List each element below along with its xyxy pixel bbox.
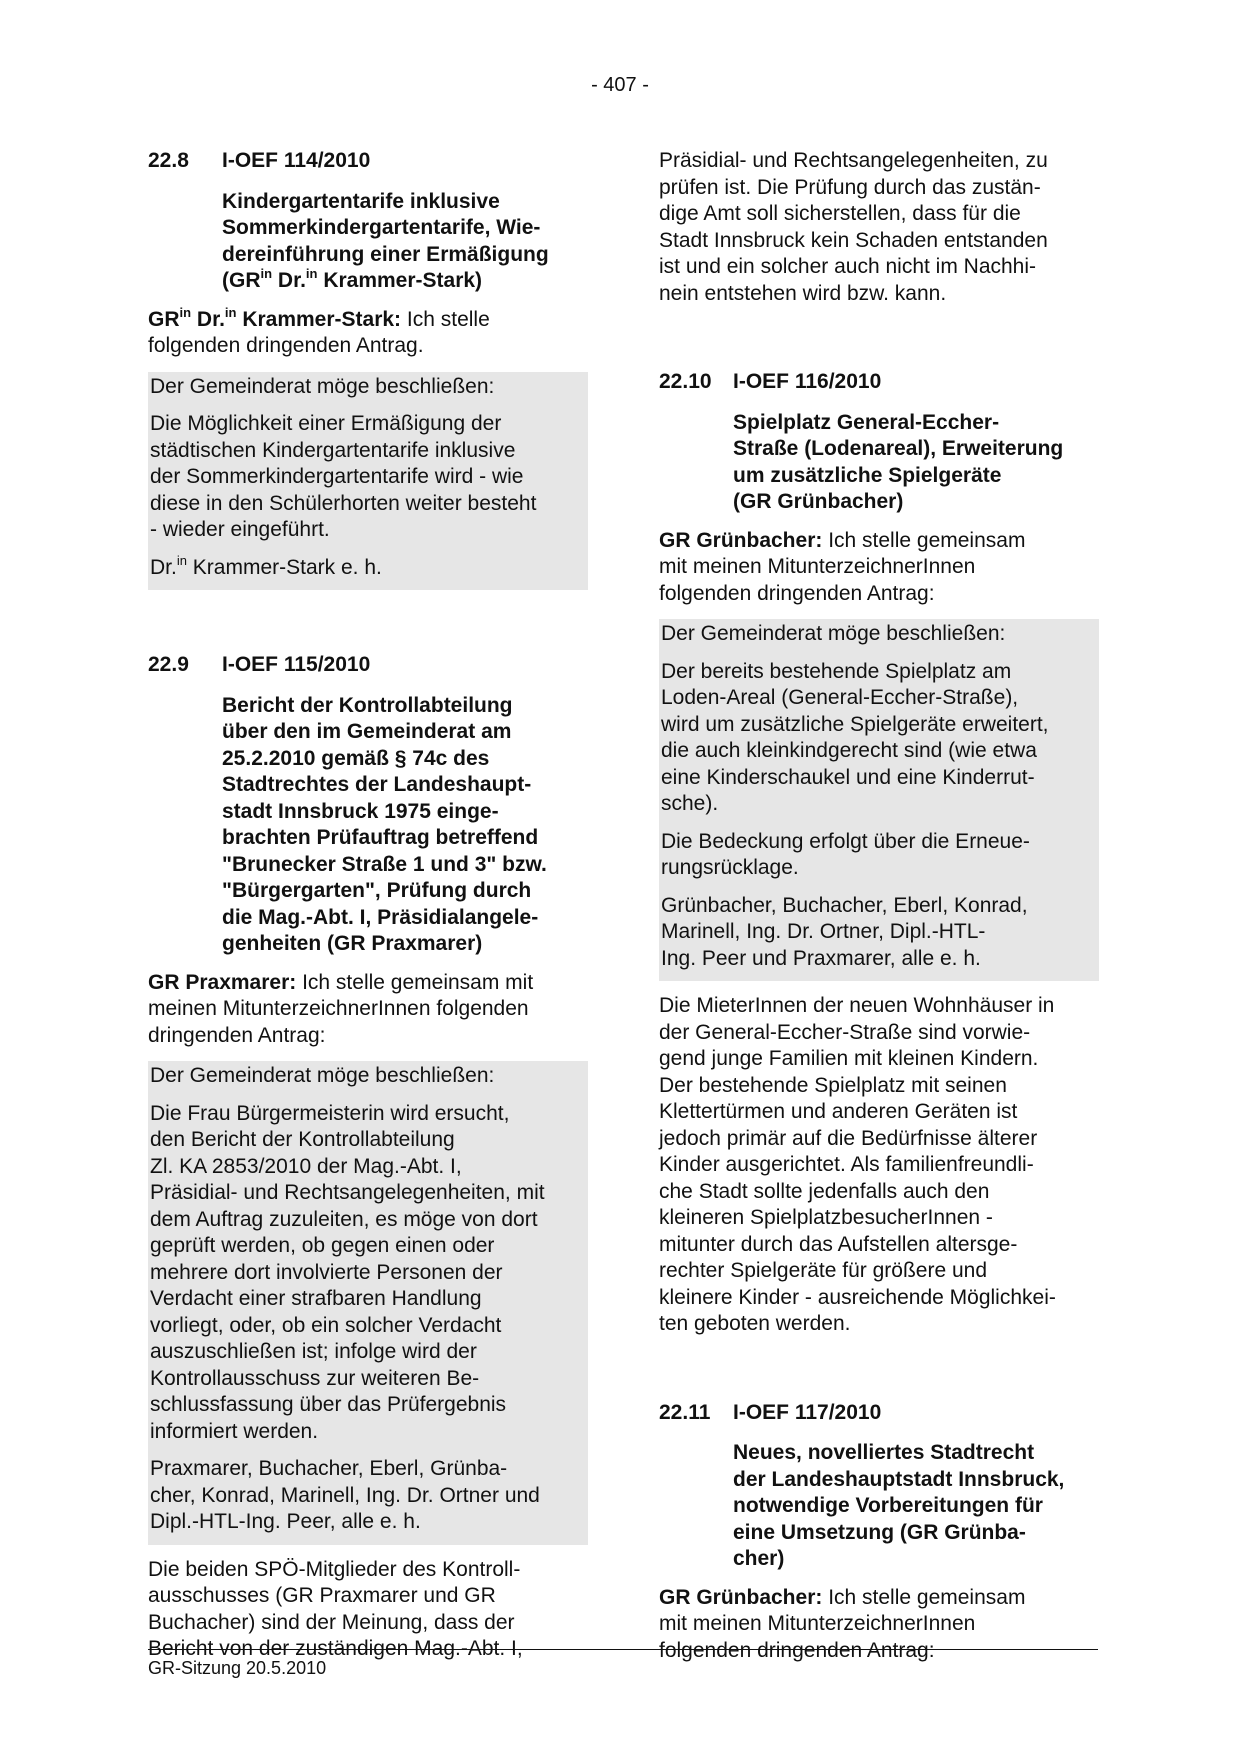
text-line: che Stadt sollte jedenfalls auch den bbox=[659, 1179, 990, 1203]
motion-coverage bbox=[661, 827, 1095, 891]
text-line: Krammer-Stark e. h. bbox=[186, 555, 382, 579]
text-line: geprüft werden, ob gegen einen oder bbox=[150, 1234, 495, 1257]
subject-line: notwendige Vorbereitungen für bbox=[733, 1494, 1043, 1517]
text-line: ausschusses (GR Praxmarer und GR bbox=[148, 1584, 496, 1607]
motion-intro bbox=[659, 528, 1099, 608]
text-line: ist und ein solcher auch nicht im Nachhi- bbox=[659, 255, 1037, 278]
speaker-name: GR Grünbacher: bbox=[659, 1585, 823, 1609]
text-line: Bericht von der zuständigen Mag.-Abt. I, bbox=[148, 1637, 523, 1660]
text-line: auszuschließen ist; infolge wird der bbox=[150, 1340, 477, 1363]
subject-line: 25.2.2010 gemäß § 74c des bbox=[222, 746, 490, 770]
text-line: der General-Eccher-Straße sind vorwie- bbox=[659, 1020, 1031, 1044]
text-line: - wieder eingeführt. bbox=[150, 518, 330, 541]
subject-line: Dr. bbox=[272, 269, 306, 292]
intro-text: Ich stelle gemeinsam bbox=[822, 1585, 1026, 1609]
motion-signature bbox=[661, 891, 1095, 982]
item-subject-22-11 bbox=[733, 1440, 1099, 1573]
text-line: Zl. KA 2853/2010 der Mag.-Abt. I, bbox=[150, 1154, 462, 1178]
text-line: jedoch primär auf die Bedürfnisse älterer bbox=[659, 1126, 1038, 1150]
motion-intro bbox=[148, 970, 588, 1050]
text-line: den Bericht der Kontrollabteilung bbox=[150, 1128, 455, 1151]
subject-line: genheiten (GR Praxmarer) bbox=[222, 932, 483, 955]
intro-text: meinen MitunterzeichnerInnen folgenden bbox=[148, 997, 529, 1020]
subject-line: Bericht der Kontrollabteilung bbox=[222, 693, 513, 717]
text-line: dem Auftrag zuzuleiten, es möge von dort bbox=[150, 1207, 538, 1231]
text-line: rechter Spielgeräte für größere und bbox=[659, 1259, 988, 1282]
text-line: schlussfassung über das Prüfergebnis bbox=[150, 1393, 507, 1416]
item-header-22-8 bbox=[148, 148, 588, 175]
item-header-22-9 bbox=[148, 652, 588, 679]
text-line: Präsidial- und Rechtsangelegenheiten, zu bbox=[659, 149, 1048, 172]
text-line: Kinder ausgerichtet. Als familienfreundli- bbox=[659, 1153, 1034, 1176]
subject-line: "Brunecker Straße 1 und 3" bzw. bbox=[222, 852, 547, 876]
text-line: Die MieterInnen der neuen Wohnhäuser in bbox=[659, 994, 1055, 1017]
item-number: 22.10 bbox=[659, 370, 712, 393]
motion-box bbox=[148, 372, 588, 591]
text-line: Dr. bbox=[150, 555, 177, 579]
text-line: Praxmarer, Buchacher, Eberl, Grünba- bbox=[150, 1457, 508, 1480]
text-line: die auch kleinkindgerecht sind (wie etwa bbox=[661, 739, 1037, 762]
item-subject-22-9 bbox=[222, 693, 588, 958]
subject-line: "Bürgergarten", Prüfung durch bbox=[222, 879, 532, 902]
footer-text: GR-Sitzung 20.5.2010 bbox=[148, 1658, 327, 1678]
text-line: Marinell, Ing. Dr. Ortner, Dipl.-HTL- bbox=[661, 920, 986, 943]
text-line: Verdacht einer strafbaren Handlung bbox=[150, 1287, 482, 1310]
text-line: prüfen ist. Die Prüfung durch das zustän- bbox=[659, 175, 1041, 199]
item-code: I-OEF 114/2010 bbox=[222, 149, 371, 172]
speaker-name: GR bbox=[148, 307, 180, 331]
left-column bbox=[148, 148, 588, 1675]
intro-text: folgenden dringenden Antrag. bbox=[148, 334, 424, 357]
text-line: informiert werden. bbox=[150, 1419, 319, 1443]
item-code: I-OEF 117/2010 bbox=[733, 1400, 882, 1424]
text-line: rungsrücklage. bbox=[661, 856, 799, 879]
justification-text bbox=[148, 1557, 588, 1663]
subject-line: Kindergartentarife inklusive bbox=[222, 189, 500, 213]
subject-line: Krammer-Stark) bbox=[317, 269, 483, 292]
right-column bbox=[659, 148, 1099, 1676]
subject-line: cher) bbox=[733, 1547, 785, 1570]
subject-line: die Mag.-Abt. I, Präsidialangele- bbox=[222, 905, 539, 929]
motion-box bbox=[148, 1061, 588, 1545]
subject-line: Spielplatz General-Eccher- bbox=[733, 410, 1000, 434]
intro-text: Ich stelle gemeinsam bbox=[822, 528, 1026, 552]
justification-continued bbox=[659, 148, 1099, 307]
speaker-name: Krammer-Stark: bbox=[236, 307, 402, 331]
motion-heading: Der Gemeinderat möge beschließen: bbox=[150, 374, 495, 398]
text-line: Die Bedeckung erfolgt über die Erneue- bbox=[661, 829, 1030, 853]
subject-line: Sommerkindergartentarife, Wie- bbox=[222, 216, 541, 239]
item-code: I-OEF 116/2010 bbox=[733, 370, 882, 393]
item-number: 22.11 bbox=[659, 1400, 711, 1424]
motion-heading: Der Gemeinderat möge beschließen: bbox=[150, 1064, 495, 1087]
text-line: sche). bbox=[661, 792, 719, 815]
text-line: städtischen Kindergartentarife inklusive bbox=[150, 438, 516, 462]
text-line: Loden-Areal (General-Eccher-Straße), bbox=[661, 686, 1019, 709]
text-line: Die beiden SPÖ-Mitglieder des Kontroll- bbox=[148, 1557, 521, 1581]
motion-text bbox=[150, 1099, 584, 1455]
text-line: Grünbacher, Buchacher, Eberl, Konrad, bbox=[661, 893, 1028, 917]
speaker-name: GR Grünbacher: bbox=[659, 528, 823, 552]
text-line: diese in den Schülerhorten weiter besteht bbox=[150, 491, 537, 515]
text-line: Der bestehende Spielplatz mit seinen bbox=[659, 1073, 1007, 1097]
text-line: mitunter durch das Aufstellen altersge- bbox=[659, 1232, 1018, 1256]
superscript: in bbox=[176, 552, 187, 568]
text-line: der Sommerkindergartentarife wird - wie bbox=[150, 465, 524, 488]
text-line: Die Möglichkeit einer Ermäßigung der bbox=[150, 412, 502, 435]
text-line: Der bereits bestehende Spielplatz am bbox=[661, 659, 1012, 683]
item-header-22-11 bbox=[659, 1400, 1099, 1427]
subject-line: Stadtrechtes der Landeshaupt- bbox=[222, 773, 532, 796]
superscript: in bbox=[260, 266, 273, 281]
intro-text: Ich stelle gemeinsam mit bbox=[296, 970, 534, 994]
motion-intro bbox=[659, 1585, 1099, 1665]
subject-line: (GR Grünbacher) bbox=[733, 490, 904, 513]
item-number: 22.8 bbox=[148, 149, 189, 172]
text-line: Kontrollausschuss zur weiteren Be- bbox=[150, 1366, 480, 1390]
text-line: Stadt Innsbruck kein Schaden entstanden bbox=[659, 228, 1048, 252]
item-subject-22-8 bbox=[222, 189, 588, 295]
superscript: in bbox=[224, 304, 237, 320]
superscript: in bbox=[179, 304, 192, 320]
text-line: mehrere dort involvierte Personen der bbox=[150, 1260, 503, 1284]
subject-line: Straße (Lodenareal), Erweiterung bbox=[733, 437, 1064, 460]
text-line: kleineren SpielplatzbesucherInnen - bbox=[659, 1206, 993, 1229]
motion-signature bbox=[150, 1454, 584, 1545]
item-code: I-OEF 115/2010 bbox=[222, 653, 371, 676]
motion-intro bbox=[148, 304, 588, 360]
item-number: 22.9 bbox=[148, 653, 189, 676]
text-line: kleinere Kinder - ausreichende Möglichkei- bbox=[659, 1285, 1056, 1309]
spacer bbox=[659, 1350, 1099, 1400]
text-line: cher, Konrad, Marinell, Ing. Dr. Ortner und bbox=[150, 1483, 540, 1507]
justification-text bbox=[659, 993, 1099, 1338]
motion-heading: Der Gemeinderat möge beschließen: bbox=[661, 622, 1006, 645]
text-line: ten geboten werden. bbox=[659, 1312, 851, 1335]
text-line: wird um zusätzliche Spielgeräte erweitert, bbox=[661, 712, 1049, 736]
speaker-name: GR Praxmarer: bbox=[148, 970, 297, 994]
text-line: eine Kinderschaukel und eine Kinderrut- bbox=[661, 765, 1035, 789]
item-header-22-10 bbox=[659, 369, 1099, 396]
text-line: vorliegt, oder, ob ein solcher Verdacht bbox=[150, 1313, 502, 1337]
subject-line: der Landeshauptstadt Innsbruck, bbox=[733, 1467, 1065, 1491]
subject-line: dereinführung einer Ermäßigung bbox=[222, 242, 549, 266]
text-line: nein entstehen wird bzw. kann. bbox=[659, 281, 947, 305]
text-line: Klettertürmen und anderen Geräten ist bbox=[659, 1100, 1018, 1123]
subject-line: stadt Innsbruck 1975 einge- bbox=[222, 799, 499, 823]
intro-text: Ich stelle bbox=[401, 307, 490, 331]
text-line: Dipl.-HTL-Ing. Peer, alle e. h. bbox=[150, 1510, 421, 1533]
motion-box bbox=[659, 619, 1099, 981]
text-line: dige Amt soll sicherstellen, dass für die bbox=[659, 202, 1021, 225]
motion-text bbox=[661, 657, 1095, 827]
subject-line: über den im Gemeinderat am bbox=[222, 720, 512, 743]
footer-divider bbox=[148, 1649, 1098, 1650]
motion-text bbox=[150, 409, 584, 553]
superscript: in bbox=[305, 266, 318, 281]
intro-text: folgenden dringenden Antrag: bbox=[659, 581, 935, 605]
text-line: Buchacher) sind der Meinung, dass der bbox=[148, 1610, 515, 1634]
intro-text: dringenden Antrag: bbox=[148, 1023, 326, 1047]
spacer bbox=[659, 319, 1099, 369]
subject-line: eine Umsetzung (GR Grünba- bbox=[733, 1520, 1026, 1544]
text-line: gend junge Familien mit kleinen Kindern. bbox=[659, 1047, 1039, 1070]
speaker-name: Dr. bbox=[191, 307, 225, 331]
item-subject-22-10 bbox=[733, 410, 1099, 516]
intro-text: folgenden dringenden Antrag: bbox=[659, 1638, 935, 1662]
subject-line: um zusätzliche Spielgeräte bbox=[733, 463, 1002, 487]
subject-line: (GR bbox=[222, 269, 261, 292]
page-number: - 407 - bbox=[591, 74, 649, 96]
intro-text: mit meinen MitunterzeichnerInnen bbox=[659, 1612, 976, 1635]
text-line: Ing. Peer und Praxmarer, alle e. h. bbox=[661, 946, 981, 970]
text-line: Die Frau Bürgermeisterin wird ersucht, bbox=[150, 1101, 510, 1125]
intro-text: mit meinen MitunterzeichnerInnen bbox=[659, 555, 976, 578]
spacer bbox=[148, 602, 588, 652]
subject-line: brachten Prüfauftrag betreffend bbox=[222, 826, 539, 849]
text-line: Präsidial- und Rechtsangelegenheiten, mit bbox=[150, 1181, 545, 1204]
motion-signature bbox=[150, 553, 584, 591]
subject-line: Neues, novelliertes Stadtrecht bbox=[733, 1441, 1035, 1464]
